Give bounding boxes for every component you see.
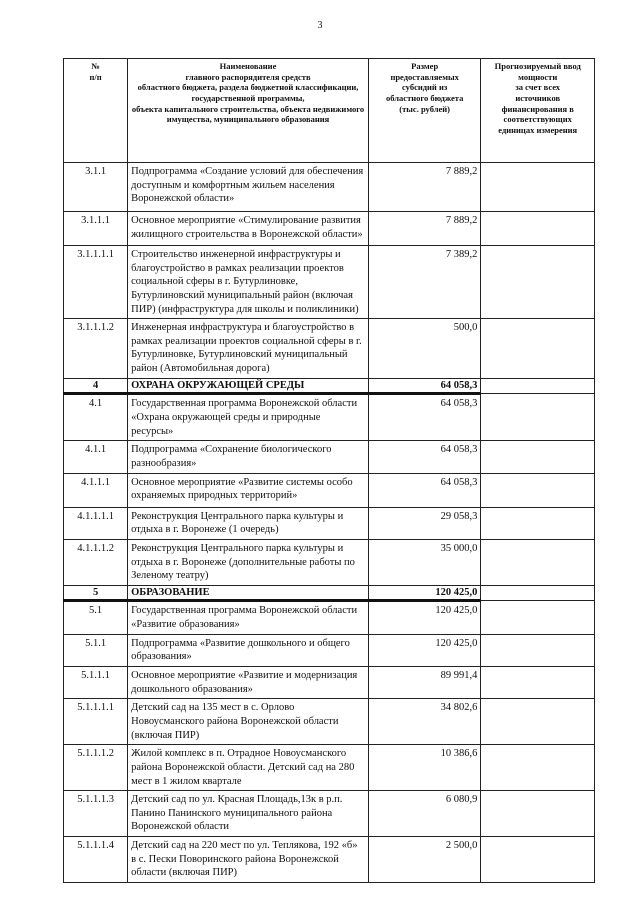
row-capacity bbox=[481, 507, 595, 539]
row-capacity bbox=[481, 585, 595, 601]
row-capacity bbox=[481, 441, 595, 473]
row-number: 4.1 bbox=[64, 394, 128, 441]
table-row bbox=[64, 441, 595, 473]
table-row bbox=[64, 699, 595, 745]
row-capacity bbox=[481, 212, 595, 246]
subsidy-table bbox=[63, 58, 595, 883]
row-name: Государственная программа Воронежской области «Развитие образования» bbox=[128, 601, 369, 634]
row-name: Инженерная инфраструктура и благоустройство в рамках реализации проектов социальной сферы в г. Бутурлиновке, Бутурлиновский муниципальный район (Автомобильная дорога) bbox=[128, 319, 369, 379]
header-name: Наименование главного распорядителя средств областного бюджета, раздела бюджетной классификации, государственной программы, объекта капитального строительства, объекта недвижимого имущества, муниципального образования bbox=[128, 59, 369, 163]
row-number: 4 bbox=[64, 378, 128, 394]
table-row bbox=[64, 394, 595, 441]
row-name: Жилой комплекс в п. Отрадное Новоусманского района Воронежской области. Детский сад на 280 мест в 1 жилом квартале bbox=[128, 745, 369, 791]
table-row bbox=[64, 507, 595, 539]
row-number: 4.1.1.1 bbox=[64, 473, 128, 507]
row-name: Детский сад на 135 мест в с. Орлово Новоусманского района Воронежской области (включая ПИР) bbox=[128, 699, 369, 745]
table-row bbox=[64, 212, 595, 246]
table-row bbox=[64, 319, 595, 379]
row-amount: 29 058,3 bbox=[368, 507, 481, 539]
row-number: 5 bbox=[64, 585, 128, 601]
row-amount: 7 889,2 bbox=[368, 212, 481, 246]
row-name: ОБРАЗОВАНИЕ bbox=[128, 585, 369, 601]
page-number: 3 bbox=[317, 20, 323, 31]
table-row bbox=[64, 791, 595, 837]
section-row bbox=[64, 585, 595, 601]
row-number: 4.1.1 bbox=[64, 441, 128, 473]
table-row bbox=[64, 163, 595, 212]
row-amount: 6 080,9 bbox=[368, 791, 481, 837]
row-name: ОХРАНА ОКРУЖАЮЩЕЙ СРЕДЫ bbox=[128, 378, 369, 394]
row-capacity bbox=[481, 745, 595, 791]
header-amount: Размер предоставляемых субсидий из областного бюджета (тыс. рублей) bbox=[368, 59, 481, 163]
row-number: 3.1.1 bbox=[64, 163, 128, 212]
row-capacity bbox=[481, 163, 595, 212]
row-amount: 10 386,6 bbox=[368, 745, 481, 791]
row-capacity bbox=[481, 473, 595, 507]
row-number: 3.1.1.1 bbox=[64, 212, 128, 246]
row-number: 5.1 bbox=[64, 601, 128, 634]
table-row bbox=[64, 601, 595, 634]
row-amount: 64 058,3 bbox=[368, 473, 481, 507]
row-number: 4.1.1.1.1 bbox=[64, 507, 128, 539]
row-number: 5.1.1.1.4 bbox=[64, 837, 128, 883]
row-name: Государственная программа Воронежской области «Охрана окружающей среды и природные ресурсы» bbox=[128, 394, 369, 441]
row-capacity bbox=[481, 667, 595, 699]
row-name: Реконструкция Центрального парка культуры и отдыха в г. Воронеже (1 очередь) bbox=[128, 507, 369, 539]
row-capacity bbox=[481, 246, 595, 319]
row-capacity bbox=[481, 791, 595, 837]
table-row bbox=[64, 837, 595, 883]
row-amount: 120 425,0 bbox=[368, 585, 481, 601]
row-name: Подпрограмма «Сохранение биологического разнообразия» bbox=[128, 441, 369, 473]
table-row bbox=[64, 634, 595, 666]
table-body bbox=[64, 163, 595, 883]
row-capacity bbox=[481, 378, 595, 394]
row-name: Основное мероприятие «Развитие и модернизация дошкольного образования» bbox=[128, 667, 369, 699]
row-name: Подпрограмма «Создание условий для обеспечения доступным и комфортным жильем населения Воронежской области» bbox=[128, 163, 369, 212]
row-number: 3.1.1.1.2 bbox=[64, 319, 128, 379]
table-row bbox=[64, 667, 595, 699]
row-capacity bbox=[481, 837, 595, 883]
row-name: Строительство инженерной инфраструктуры и благоустройство в рамках реализации проектов социальной сферы в г. Бутурлиновке, Бутурлиновский муниципальный район (включая ПИР) (инфраструктура для школы и поликлиники) bbox=[128, 246, 369, 319]
row-amount: 89 991,4 bbox=[368, 667, 481, 699]
row-name: Детский сад по ул. Красная Площадь,13к в р.п. Панино Панинского муниципального района Воронежской области bbox=[128, 791, 369, 837]
row-number: 4.1.1.1.2 bbox=[64, 539, 128, 585]
row-name: Реконструкция Центрального парка культуры и отдыха в г. Воронеже (дополнительные работы по Зеленому театру) bbox=[128, 539, 369, 585]
row-amount: 7 389,2 bbox=[368, 246, 481, 319]
row-capacity bbox=[481, 601, 595, 634]
row-number: 5.1.1 bbox=[64, 634, 128, 666]
table-row bbox=[64, 246, 595, 319]
row-amount: 34 802,6 bbox=[368, 699, 481, 745]
row-name: Детский сад на 220 мест по ул. Теплякова, 192 «б» в с. Пески Поворинского района Воронежской области (включая ПИР) bbox=[128, 837, 369, 883]
section-row bbox=[64, 378, 595, 394]
table-row bbox=[64, 745, 595, 791]
row-number: 5.1.1.1.1 bbox=[64, 699, 128, 745]
row-capacity bbox=[481, 634, 595, 666]
row-amount: 120 425,0 bbox=[368, 634, 481, 666]
row-amount: 500,0 bbox=[368, 319, 481, 379]
row-name: Подпрограмма «Развитие дошкольного и общего образования» bbox=[128, 634, 369, 666]
header-capacity: Прогнозируемый ввод мощности за счет всех источников финансирования в соответствующих единицах измерения bbox=[481, 59, 595, 163]
row-capacity bbox=[481, 699, 595, 745]
row-amount: 120 425,0 bbox=[368, 601, 481, 634]
row-amount: 64 058,3 bbox=[368, 441, 481, 473]
table-header bbox=[64, 59, 595, 163]
row-number: 5.1.1.1.2 bbox=[64, 745, 128, 791]
row-amount: 35 000,0 bbox=[368, 539, 481, 585]
row-number: 5.1.1.1.3 bbox=[64, 791, 128, 837]
row-capacity bbox=[481, 319, 595, 379]
row-name: Основное мероприятие «Стимулирование развития жилищного строительства в Воронежской области» bbox=[128, 212, 369, 246]
row-number: 5.1.1.1 bbox=[64, 667, 128, 699]
row-amount: 7 889,2 bbox=[368, 163, 481, 212]
row-capacity bbox=[481, 539, 595, 585]
table-row bbox=[64, 539, 595, 585]
row-capacity bbox=[481, 394, 595, 441]
header-number: № п/п bbox=[64, 59, 128, 163]
row-amount: 2 500,0 bbox=[368, 837, 481, 883]
row-amount: 64 058,3 bbox=[368, 394, 481, 441]
row-number: 3.1.1.1.1 bbox=[64, 246, 128, 319]
table-row bbox=[64, 473, 595, 507]
row-name: Основное мероприятие «Развитие системы особо охраняемых природных территорий» bbox=[128, 473, 369, 507]
row-amount: 64 058,3 bbox=[368, 378, 481, 394]
